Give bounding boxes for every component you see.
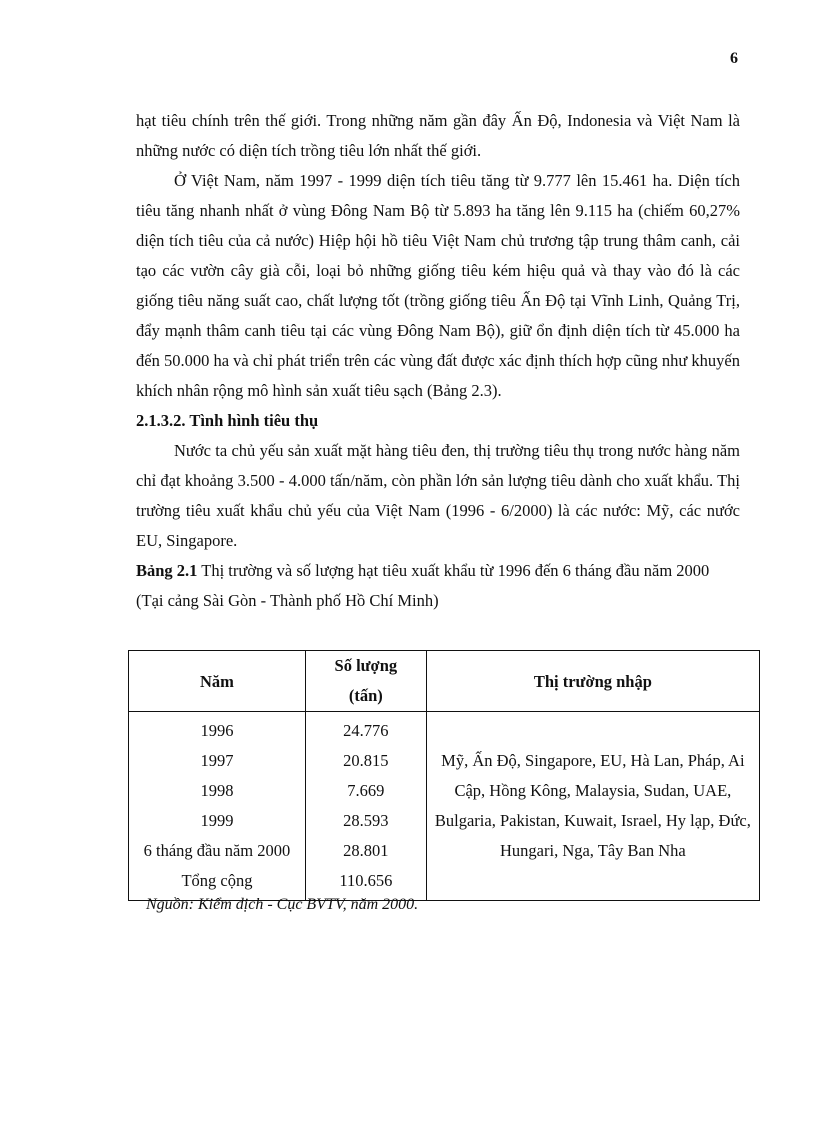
year-cell: 1996 [200,721,234,740]
page-number: 6 [730,50,738,67]
year-cell: 1998 [200,781,234,800]
year-column [129,712,306,901]
quantity-cell: 7.669 [347,781,385,800]
paragraph-intro: hạt tiêu chính trên thế giới. Trong những năm gần đây Ấn Độ, Indonesia và Việt Nam là những nước có diện tích trồng tiêu lớn nhất thế giới. [136,111,740,160]
table-header-row [129,651,760,712]
year-cell: 1999 [200,811,234,830]
table-caption-label: Bảng 2.1 [136,561,198,580]
table-caption-text: Thị trường và số lượng hạt tiêu xuất khẩu từ 1996 đến 6 tháng đầu năm 2000 [197,561,710,580]
quantity-cell: 20.815 [343,751,389,770]
header-quantity [305,651,426,712]
quantity-cell: 24.776 [343,721,389,740]
export-table [128,650,760,901]
quantity-cell: 28.593 [343,811,389,830]
document-body [136,106,740,616]
year-cell: 1997 [200,751,234,770]
total-label-cell: Tổng cộng [181,871,253,890]
paragraph-consumption: Nước ta chủ yếu sản xuất mặt hàng tiêu đen, thị trường tiêu thụ trong nước hàng năm chỉ đạt khoảng 3.500 - 4.000 tấn/năm, còn phần lớn sản lượng tiêu dành cho xuất khẩu. Thị trường tiêu xuất khẩu chủ yếu của Việt Nam (1996 - 6/2000) là các nước: Mỹ, các nước EU, Singapore. [136,441,740,550]
total-quantity-cell: 110.656 [339,871,393,890]
table-caption [136,556,740,586]
year-cell: 6 tháng đầu năm 2000 [143,841,291,860]
header-market: Thị trường nhập [426,651,759,712]
quantity-cell: 28.801 [343,841,389,860]
header-quantity-unit: (tấn) [348,686,383,705]
paragraph-vietnam-area: Ở Việt Nam, năm 1997 - 1999 diện tích tiêu tăng từ 9.777 lên 15.461 ha. Diện tích tiêu tăng nhanh nhất ở vùng Đông Nam Bộ từ 5.893 ha tăng lên 9.115 ha (chiếm 60,27% diện tích tiêu của cả nước) Hiệp hội hồ tiêu Việt Nam chủ trương tập trung thâm canh, cải tạo các vườn cây già cỗi, loại bỏ những giống tiêu kém hiệu quả và thay vào đó là các giống tiêu năng suất cao, chất lượng tốt (trồng giống tiêu Ấn Độ tại Vĩnh Linh, Quảng Trị, đẩy mạnh thâm canh tiêu tại các vùng Đông Nam Bộ), giữ ổn định diện tích từ 45.000 ha đến 50.000 ha và chỉ phát triển trên các vùng đất được xác định thích hợp cũng như khuyến khích nhân rộng mô hình sản xuất tiêu sạch (Bảng 2.3). [136,171,740,400]
quantity-column [305,712,426,901]
markets-cell: Mỹ, Ấn Độ, Singapore, EU, Hà Lan, Pháp, Ai Cập, Hồng Kông, Malaysia, Sudan, UAE, Bulgaria, Pakistan, Kuwait, Israel, Hy lạp, Đức, Hungari, Nga, Tây Ban Nha [426,712,759,901]
table-body-row [129,712,760,901]
header-year: Năm [129,651,306,712]
table-source-note: Nguồn: Kiểm dịch - Cục BVTV, năm 2000. [146,896,419,913]
section-heading: 2.1.3.2. Tình hình tiêu thụ [136,411,319,430]
header-quantity-label: Số lượng [334,656,398,675]
table-caption-location: (Tại cảng Sài Gòn - Thành phố Hồ Chí Minh) [136,591,439,610]
